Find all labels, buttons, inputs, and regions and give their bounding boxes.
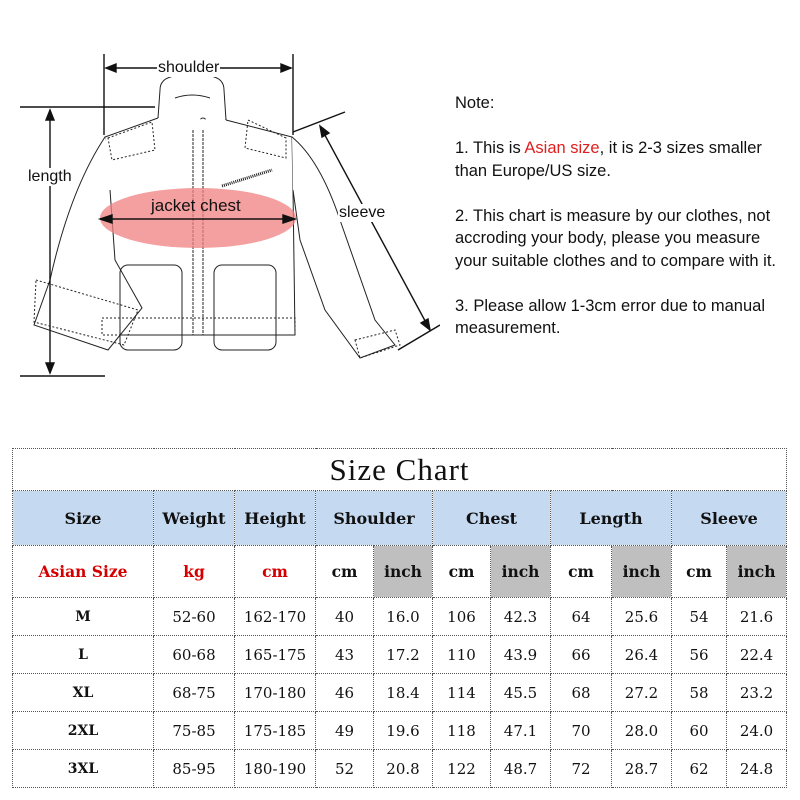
note-item-3: 3. Please allow 1-3cm error due to manual measurement. bbox=[455, 296, 765, 337]
weight-cell: 68-75 bbox=[154, 674, 235, 712]
length-inch-cell: 27.2 bbox=[612, 674, 672, 712]
height-cell: 165-175 bbox=[235, 636, 316, 674]
table-row bbox=[13, 598, 787, 636]
sleeve-cm-cell: 54 bbox=[672, 598, 727, 636]
notes-heading: Note: bbox=[455, 94, 495, 112]
size-cell: 2XL bbox=[13, 712, 154, 750]
sleeve-cm-cell: 58 bbox=[672, 674, 727, 712]
unit-height: cm bbox=[235, 546, 316, 598]
header-size: Size bbox=[13, 491, 154, 546]
shoulder-inch-cell: 19.6 bbox=[374, 712, 433, 750]
chest-inch-cell: 43.9 bbox=[491, 636, 551, 674]
unit-shoulder-cm: cm bbox=[316, 546, 374, 598]
table-row bbox=[13, 712, 787, 750]
header-chest: Chest bbox=[433, 491, 551, 546]
shoulder-cm-cell: 52 bbox=[316, 750, 374, 788]
unit-sleeve-cm: cm bbox=[672, 546, 727, 598]
length-inch-cell: 28.0 bbox=[612, 712, 672, 750]
chest-inch-cell: 45.5 bbox=[491, 674, 551, 712]
sleeve-inch-cell: 21.6 bbox=[727, 598, 787, 636]
header-shoulder: Shoulder bbox=[316, 491, 433, 546]
height-cell: 162-170 bbox=[235, 598, 316, 636]
header-sleeve: Sleeve bbox=[672, 491, 787, 546]
height-cell: 180-190 bbox=[235, 750, 316, 788]
chest-inch-cell: 48.7 bbox=[491, 750, 551, 788]
size-cell: XL bbox=[13, 674, 154, 712]
unit-sleeve-inch: inch bbox=[727, 546, 787, 598]
unit-asian-size: Asian Size bbox=[13, 546, 154, 598]
weight-cell: 75-85 bbox=[154, 712, 235, 750]
length-cm-cell: 68 bbox=[551, 674, 612, 712]
shoulder-cm-cell: 43 bbox=[316, 636, 374, 674]
shoulder-inch-cell: 20.8 bbox=[374, 750, 433, 788]
shoulder-cm-cell: 40 bbox=[316, 598, 374, 636]
shoulder-label: shoulder bbox=[158, 59, 220, 76]
header-height: Height bbox=[235, 491, 316, 546]
weight-cell: 85-95 bbox=[154, 750, 235, 788]
weight-cell: 52-60 bbox=[154, 598, 235, 636]
length-label: length bbox=[28, 168, 72, 185]
chest-cm-cell: 106 bbox=[433, 598, 491, 636]
shoulder-inch-cell: 17.2 bbox=[374, 636, 433, 674]
jacket-measurement-diagram bbox=[0, 40, 440, 390]
table-row bbox=[13, 674, 787, 712]
size-chart-table bbox=[12, 448, 787, 788]
length-cm-cell: 72 bbox=[551, 750, 612, 788]
length-inch-cell: 25.6 bbox=[612, 598, 672, 636]
size-chart-title: Size Chart bbox=[13, 449, 787, 491]
shoulder-inch-cell: 16.0 bbox=[374, 598, 433, 636]
header-length: Length bbox=[551, 491, 672, 546]
sleeve-cm-cell: 60 bbox=[672, 712, 727, 750]
height-cell: 170-180 bbox=[235, 674, 316, 712]
chest-inch-cell: 47.1 bbox=[491, 712, 551, 750]
size-cell: M bbox=[13, 598, 154, 636]
shoulder-cm-cell: 49 bbox=[316, 712, 374, 750]
length-cm-cell: 70 bbox=[551, 712, 612, 750]
sleeve-label: sleeve bbox=[339, 204, 386, 221]
unit-chest-inch: inch bbox=[491, 546, 551, 598]
shoulder-inch-cell: 18.4 bbox=[374, 674, 433, 712]
sleeve-inch-cell: 23.2 bbox=[727, 674, 787, 712]
length-cm-cell: 66 bbox=[551, 636, 612, 674]
header-row bbox=[13, 491, 787, 546]
size-cell: L bbox=[13, 636, 154, 674]
sleeve-inch-cell: 22.4 bbox=[727, 636, 787, 674]
chest-cm-cell: 110 bbox=[433, 636, 491, 674]
table-row bbox=[13, 750, 787, 788]
chest-cm-cell: 114 bbox=[433, 674, 491, 712]
unit-chest-cm: cm bbox=[433, 546, 491, 598]
sleeve-inch-cell: 24.8 bbox=[727, 750, 787, 788]
chest-cm-cell: 118 bbox=[433, 712, 491, 750]
sleeve-inch-cell: 24.0 bbox=[727, 712, 787, 750]
jacket-chest-label: jacket chest bbox=[151, 196, 241, 215]
note-1-suffix: , it is 2-3 sizes smaller than Europe/US size. bbox=[455, 139, 762, 180]
note-item-2: 2. This chart is measure by our clothes, not accroding your body, please you measure your suitable clothes and to compare with it. bbox=[455, 206, 777, 270]
units-row bbox=[13, 546, 787, 598]
weight-cell: 60-68 bbox=[154, 636, 235, 674]
note-1-prefix: 1. This is bbox=[455, 139, 525, 157]
shoulder-cm-cell: 46 bbox=[316, 674, 374, 712]
header-weight: Weight bbox=[154, 491, 235, 546]
length-inch-cell: 26.4 bbox=[612, 636, 672, 674]
table-row bbox=[13, 636, 787, 674]
chest-cm-cell: 122 bbox=[433, 750, 491, 788]
unit-length-inch: inch bbox=[612, 546, 672, 598]
height-cell: 175-185 bbox=[235, 712, 316, 750]
sleeve-cm-cell: 56 bbox=[672, 636, 727, 674]
note-1-highlight: Asian size bbox=[524, 139, 600, 157]
length-cm-cell: 64 bbox=[551, 598, 612, 636]
sleeve-cm-cell: 62 bbox=[672, 750, 727, 788]
unit-shoulder-inch: inch bbox=[374, 546, 433, 598]
size-notes bbox=[455, 92, 795, 340]
unit-weight: kg bbox=[154, 546, 235, 598]
chest-inch-cell: 42.3 bbox=[491, 598, 551, 636]
note-item-1 bbox=[455, 137, 795, 182]
length-inch-cell: 28.7 bbox=[612, 750, 672, 788]
size-cell: 3XL bbox=[13, 750, 154, 788]
unit-length-cm: cm bbox=[551, 546, 612, 598]
